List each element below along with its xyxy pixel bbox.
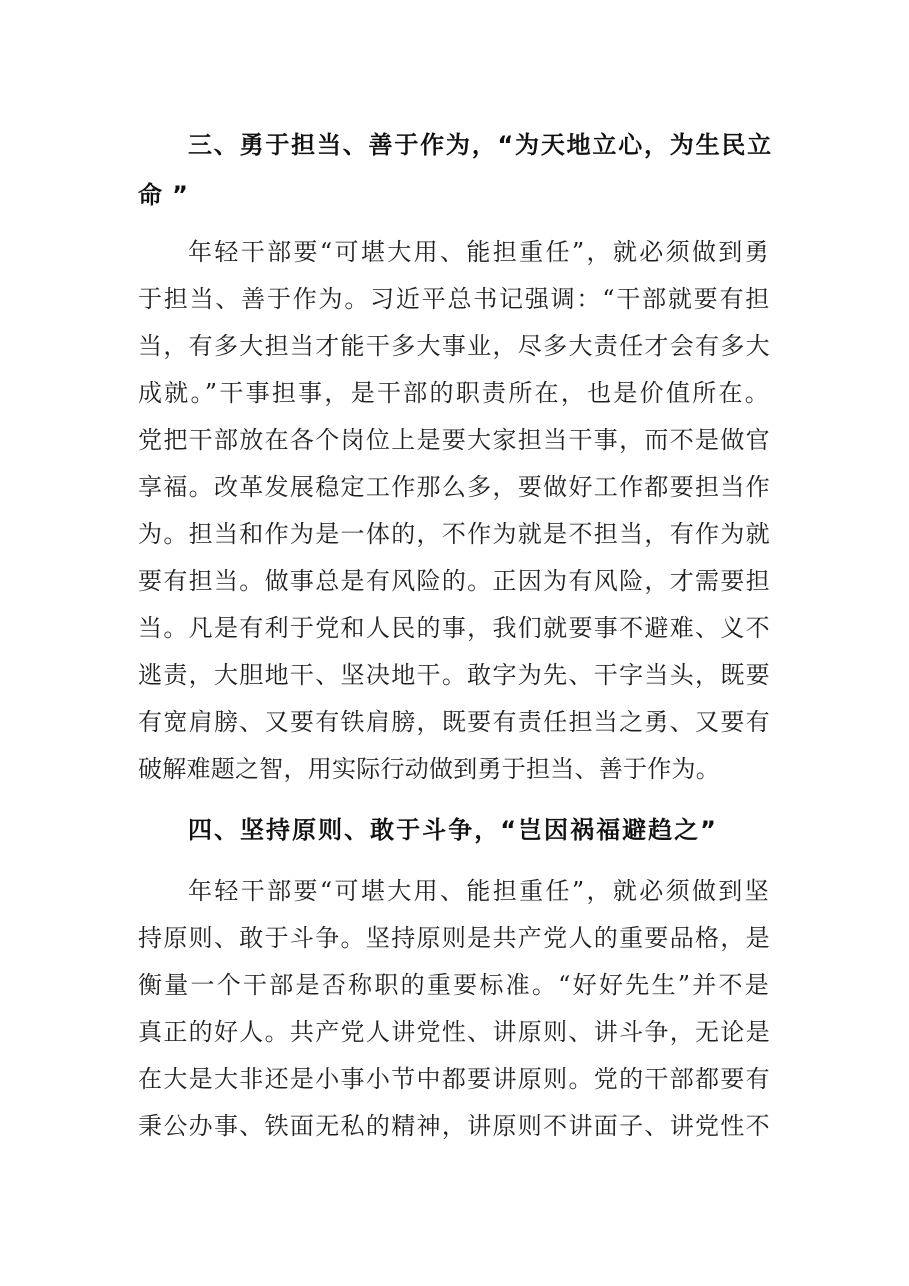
section-4-body-line: 持原则、敢于斗争。坚持原则是共产党人的重要品格，是 [138, 924, 771, 952]
section-3-body-line: 党把干部放在各个岗位上是要大家担当干事，而不是做官 [138, 426, 771, 454]
section-3-body-line: 有宽肩膀、又要有铁肩膀，既要有责任担当之勇、又要有 [138, 708, 771, 736]
section-3-body-line: 为。担当和作为是一体的，不作为就是不担当，有作为就 [138, 520, 771, 548]
section-3-body-line: 享福。改革发展稳定工作那么多，要做好工作都要担当作 [138, 473, 771, 501]
section-3-heading-line-2: 命” [138, 181, 198, 209]
section-4-body-line: 在大是大非还是小事小节中都要讲原则。党的干部都要有 [138, 1065, 771, 1093]
section-3-heading-line-1: 三、勇于担当、善于作为，“为天地立心，为生民立 [188, 131, 773, 159]
section-3-body-line: 于担当、善于作为。习近平总书记强调：“干部就要有担 [138, 285, 772, 313]
section-3-body-line: 成就。”干事担事，是干部的职责所在，也是价值所在。 [138, 379, 772, 407]
section-3-body-line: 当，有多大担当才能干多大事业，尽多大责任才会有多大 [138, 332, 771, 360]
section-4-body-line: 秉公办事、铁面无私的精神，讲原则不讲面子、讲党性不 [138, 1112, 771, 1140]
section-4-heading: 四、坚持原则、敢于斗争，“岂因祸福避趋之” [188, 816, 718, 844]
section-4-body-line: 衡量一个干部是否称职的重要标准。“好好先生”并不是 [138, 971, 772, 999]
section-4-body-line: 真正的好人。共产党人讲党性、讲原则、讲斗争，无论是 [138, 1018, 771, 1046]
section-4-body-line: 年轻干部要“可堪大用、能担重任”，就必须做到坚 [188, 877, 772, 905]
section-3-body-line: 年轻干部要“可堪大用、能担重任”，就必须做到勇 [188, 238, 772, 266]
section-3-body-line: 破解难题之智，用实际行动做到勇于担当、善于作为。 [138, 755, 720, 783]
section-3-body-line: 逃责，大胆地干、坚决地干。敢字为先、干字当头，既要 [138, 661, 771, 689]
section-3-body-line: 当。凡是有利于党和人民的事，我们就要事不避难、义不 [138, 614, 771, 642]
section-3-body-line: 要有担当。做事总是有风险的。正因为有风险，才需要担 [138, 567, 771, 595]
